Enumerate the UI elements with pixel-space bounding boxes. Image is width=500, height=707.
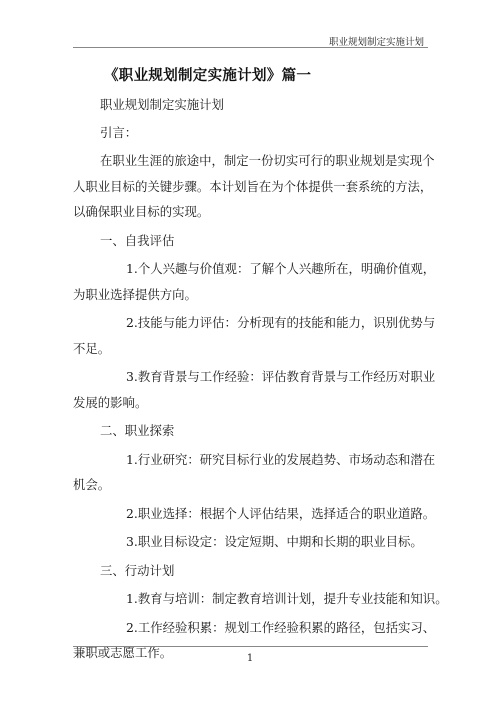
footer-divider bbox=[73, 646, 428, 647]
paragraph-line: 不足。 bbox=[73, 340, 111, 356]
document-subtitle: 职业规划制定实施计划 bbox=[100, 97, 224, 112]
paragraph-line: 为职业选择提供方向。 bbox=[73, 286, 197, 302]
paragraph-line: 3.教育背景与工作经验：评估教育背景与工作经历对职业 bbox=[126, 369, 436, 384]
list-item bbox=[73, 501, 436, 527]
list-item bbox=[73, 586, 448, 612]
list-item bbox=[73, 529, 433, 555]
document-body bbox=[73, 92, 448, 666]
list-item bbox=[73, 256, 436, 307]
paragraph-line: 机会。 bbox=[73, 477, 111, 492]
paragraph-line: 1.教育与培训：制定教育培训计划，提升专业技能和知识。 bbox=[126, 591, 448, 606]
paragraph-line: 3.职业目标设定：设定短期、中期和长期的职业目标。 bbox=[126, 534, 423, 549]
paragraph-line: 在职业生涯的旅途中，制定一份切实可行的职业规划是实现个 bbox=[100, 153, 435, 168]
header-divider bbox=[73, 47, 428, 48]
page-number: 1 bbox=[246, 653, 254, 664]
paragraph-line: 2.工作经验积累：规划工作经验积累的路径，包括实习、 bbox=[126, 619, 436, 635]
paragraph-line: 2.技能与能力评估：分析现有的技能和能力，识别优势与 bbox=[126, 315, 436, 330]
paragraph-line: 以确保职业目标的实现。 bbox=[73, 204, 210, 219]
paragraph-line: 发展的影响。 bbox=[73, 394, 148, 410]
list-item bbox=[73, 447, 436, 498]
intro-paragraph bbox=[73, 148, 433, 225]
section-heading: 三、行动计划 bbox=[100, 562, 175, 578]
paragraph-line: 兼职或志愿工作。 bbox=[73, 645, 173, 660]
list-item bbox=[73, 364, 436, 415]
paragraph-line: 2.职业选择：根据个人评估结果，选择适合的职业道路。 bbox=[126, 505, 436, 521]
paragraph-line: 1.个人兴趣与价值观：了解个人兴趣所在，明确价值观， bbox=[126, 261, 436, 276]
paragraph-line: 人职业目标的关键步骤。本计划旨在为个体提供一套系统的方法， bbox=[73, 178, 433, 194]
document-title: 《职业规划制定实施计划》篇一 bbox=[104, 68, 312, 84]
paragraph-line: 1.行业研究：研究目标行业的发展趋势、市场动态和潜在 bbox=[126, 451, 436, 467]
intro-label: 引言： bbox=[100, 124, 138, 140]
running-header: 职业规划制定实施计划 bbox=[328, 37, 424, 48]
list-item bbox=[73, 310, 436, 361]
section-heading: 二、职业探索 bbox=[100, 423, 175, 438]
section-heading: 一、自我评估 bbox=[100, 232, 175, 248]
